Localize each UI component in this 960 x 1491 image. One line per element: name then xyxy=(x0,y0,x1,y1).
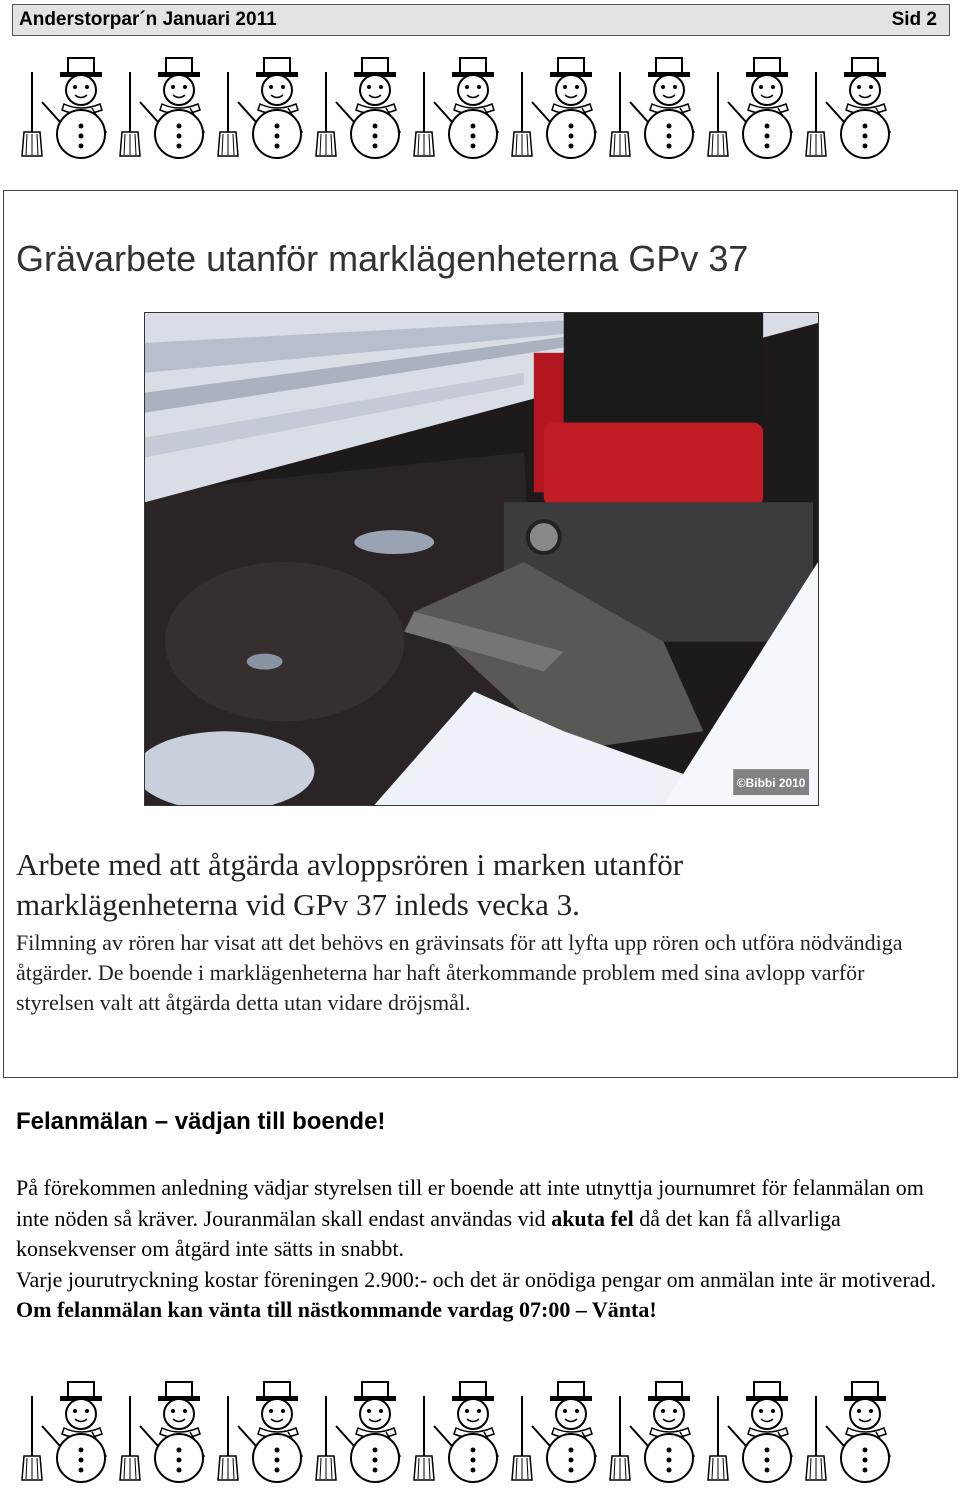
notice-heading: Felanmälan – vädjan till boende! xyxy=(16,1108,386,1135)
excavation-photo xyxy=(144,312,819,806)
article-lead xyxy=(16,845,936,925)
snowman-icon xyxy=(20,1376,940,1486)
article-title: Grävarbete utanför marklägenheterna GPv 37 xyxy=(16,238,749,279)
notice-paragraph-1 xyxy=(16,1173,951,1265)
header-page-number: Sid 2 xyxy=(891,9,937,30)
photo-credit: ©Bibbi 2010 xyxy=(736,776,806,791)
notice-body xyxy=(16,1173,951,1326)
snowman-border-bottom xyxy=(20,1376,940,1486)
lead-line-2: marklägenheterna vid GPv 37 inleds vecka 3. xyxy=(16,887,580,922)
notice-paragraph-3: Om felanmälan kan vänta till nästkommande vardag 07:00 – Vänta! xyxy=(16,1297,657,1322)
notice-p1-text-end: då det kan få allvarliga konsekvenser om åtgärd inte sätts in snabbt. xyxy=(16,1205,841,1261)
notice-paragraph-2: Varje jourutryckning kostar föreningen 2.900:- och det är onödiga pengar om anmälan inte är motiverad. xyxy=(16,1266,937,1292)
article-body: Filmning av rören har visat att det behövs en grävinsats för att lyfta upp rören och utföra nödvändiga åtgärder. De boende i marklägenheterna har haft återkommande problem med sina avlopp varför styrelsen valt att åtgärda detta utan vidare dröjsmål. xyxy=(16,930,903,1015)
notice-p1-text: På förekommen anledning vädjar styrelsen till er boende att inte utnyttja journumret för felanmälan om inte nöden så kräver. Jouranmälan skall endast användas vid xyxy=(16,1175,924,1231)
header-issue: Anderstorpar´n Januari 2011 xyxy=(19,9,277,30)
snowman-border-top xyxy=(20,52,940,162)
notice-p1-emphasis: akuta fel xyxy=(551,1205,634,1231)
snowman-icon xyxy=(20,52,940,162)
lead-line-1: Arbete med att åtgärda avloppsrören i marken utanför xyxy=(16,847,684,882)
page-header xyxy=(12,4,950,36)
